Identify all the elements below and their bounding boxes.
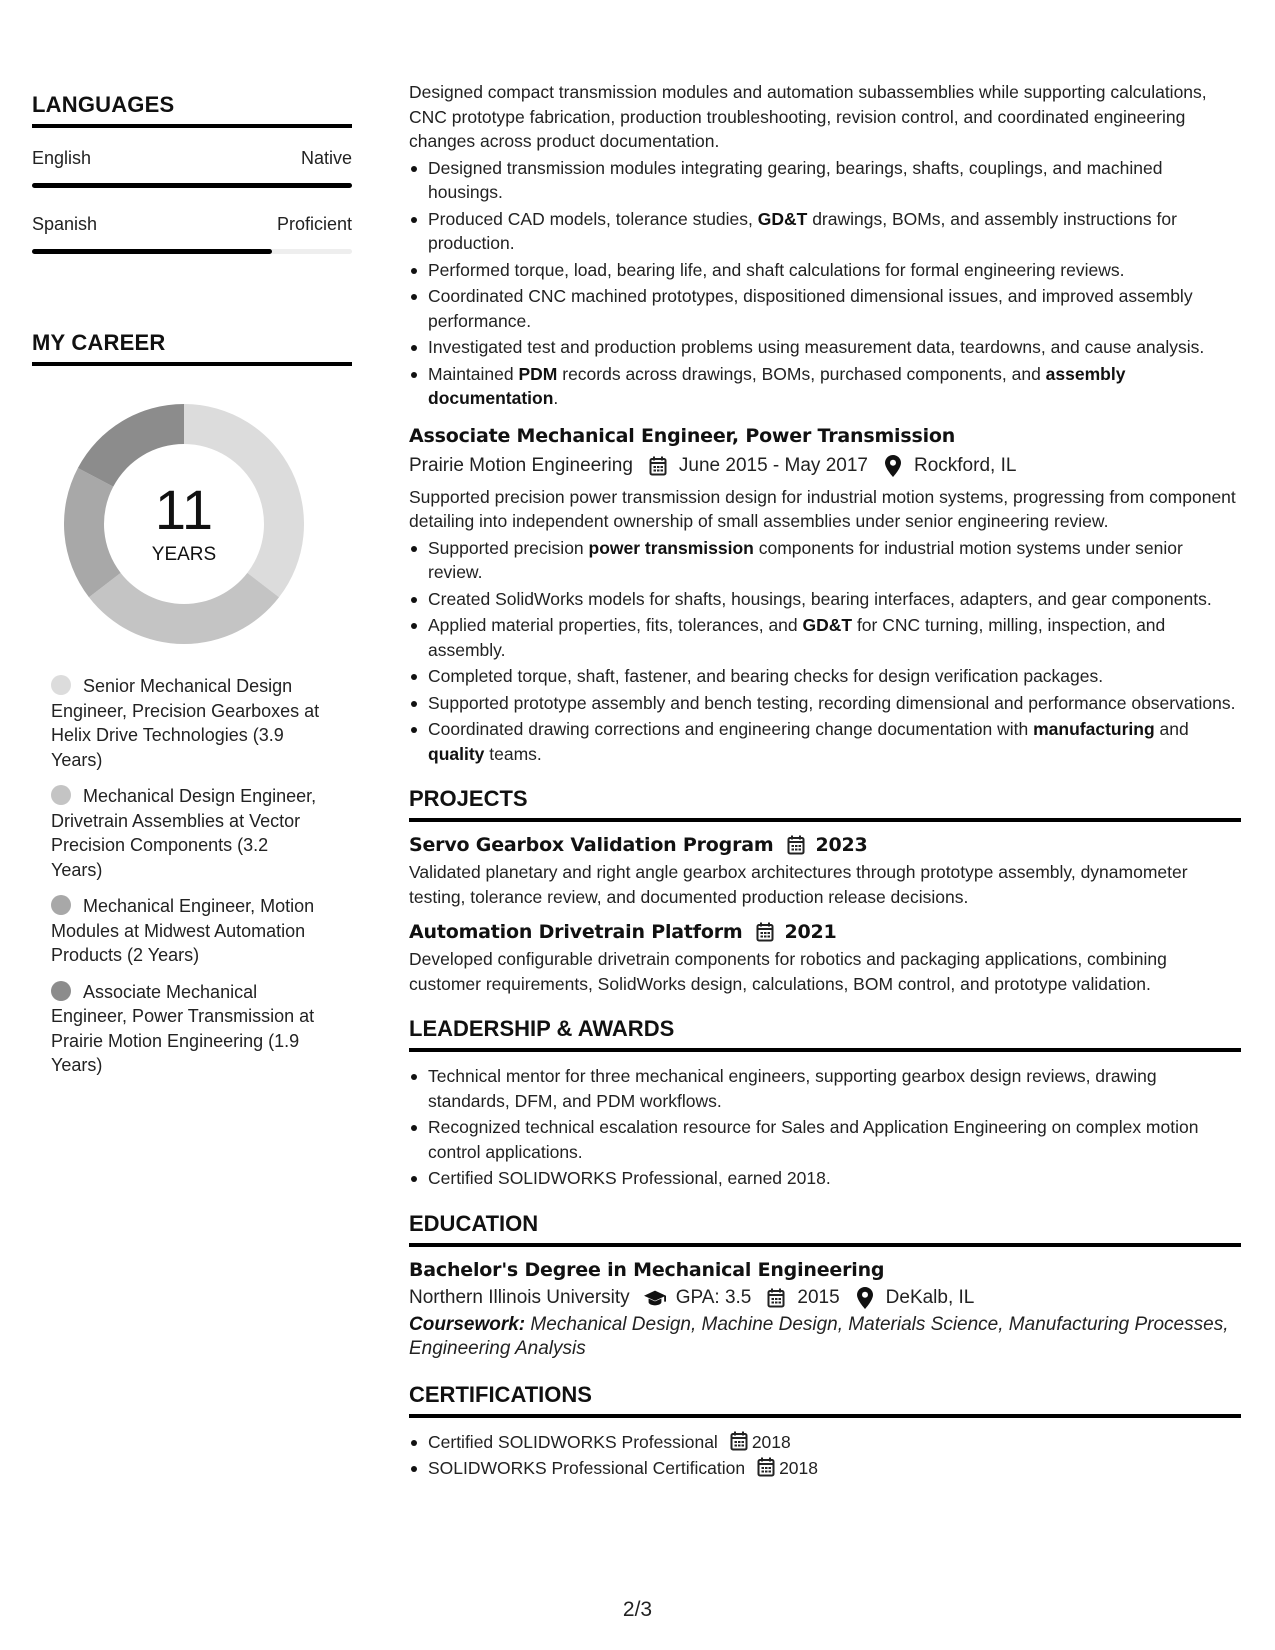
school-name: Northern Illinois University xyxy=(409,1286,630,1308)
education-year: 2015 xyxy=(797,1286,840,1308)
job-title: Associate Mechanical Engineer, Power Transmission xyxy=(409,424,956,447)
career-legend-item xyxy=(51,980,322,1078)
job-company: Prairie Motion Engineering xyxy=(409,454,633,476)
certification-year: 2018 xyxy=(751,1431,791,1452)
bullet-item: Completed torque, shaft, fastener, and bearing checks for design verification packages. xyxy=(409,664,1241,689)
project-year: 2021 xyxy=(784,921,837,943)
bullet-item: Supported precision power transmission components for industrial motion systems under senior review. xyxy=(409,536,1241,585)
previous-job-bullets xyxy=(409,156,1241,411)
donut-center xyxy=(64,404,304,644)
project-item xyxy=(409,921,1241,996)
bullet-item: Certified SOLIDWORKS Professional, earned 2018. xyxy=(409,1166,1241,1191)
leadership-list xyxy=(409,1064,1241,1191)
project-name: Automation Drivetrain Platform xyxy=(409,921,743,943)
job-dates: June 2015 - May 2017 xyxy=(678,454,868,476)
certification-name: SOLIDWORKS Professional Certification xyxy=(428,1458,746,1478)
previous-job-summary: Designed compact transmission modules and automation subassemblies while supporting calculations, CNC prototype fabrication, production troubleshooting, revision control, and coordinated engineering changes across product documentation. xyxy=(409,82,1207,151)
education-heading: EDUCATION xyxy=(409,1211,1241,1247)
calendar-icon xyxy=(765,1287,787,1309)
calendar-icon xyxy=(647,455,669,477)
legend-dot xyxy=(51,981,71,1001)
legend-label: Associate Mechanical Engineer, Power Transmission at Prairie Motion Engineering (1.9 Years) xyxy=(51,981,315,1075)
job-meta xyxy=(409,455,1241,477)
bold-text: GD&T xyxy=(802,615,853,635)
page-number: 2/3 xyxy=(622,1598,653,1621)
bullet-item: Performed torque, load, bearing life, and shaft calculations for formal engineering reviews. xyxy=(409,258,1241,283)
certification-year: 2018 xyxy=(779,1458,818,1478)
legend-dot xyxy=(51,785,71,805)
projects-heading: PROJECTS xyxy=(409,786,1241,822)
calendar-icon xyxy=(785,834,807,856)
career-heading: MY CAREER xyxy=(32,330,352,366)
job-location: Rockford, IL xyxy=(913,454,1017,476)
language-name: Spanish xyxy=(32,214,98,234)
bullet-item: Designed transmission modules integrating gearing, bearings, shafts, couplings, and machined housings. xyxy=(409,156,1241,205)
career-legend-item xyxy=(51,674,322,772)
job-bullets xyxy=(409,536,1241,767)
language-item xyxy=(32,148,352,188)
language-bar-fill xyxy=(32,183,352,188)
bold-text: GD&T xyxy=(757,208,808,229)
career-legend-item xyxy=(51,784,322,882)
legend-label: Mechanical Engineer, Motion Modules at Midwest Automation Products (2 Years) xyxy=(51,896,315,965)
language-bar xyxy=(32,183,352,188)
project-description: Developed configurable drivetrain components for robotics and packaging applications, combining customer requirements, SolidWorks design, calculations, BOM control, and prototype validation. xyxy=(409,949,1167,994)
language-bar-fill xyxy=(32,249,272,254)
bold-text: manufacturing xyxy=(1033,719,1155,739)
project-year: 2023 xyxy=(815,834,868,856)
career-legend xyxy=(32,674,322,1078)
bold-text: power transmission xyxy=(588,537,754,558)
language-level: Native xyxy=(300,148,352,168)
language-bar xyxy=(32,249,352,254)
certification-name: Certified SOLIDWORKS Professional xyxy=(428,1431,718,1452)
language-name: English xyxy=(32,148,92,168)
certifications-list xyxy=(409,1430,1241,1481)
bullet-item: Maintained PDM records across drawings, BOMs, purchased components, and assembly documentation. xyxy=(409,362,1241,411)
languages-heading: LANGUAGES xyxy=(32,92,352,128)
legend-dot xyxy=(51,675,71,695)
language-level: Proficient xyxy=(276,214,352,234)
bullet-item: Applied material properties, fits, tolerances, and GD&T for CNC turning, milling, inspection, and assembly. xyxy=(409,613,1241,662)
bullet-item: Created SolidWorks models for shafts, housings, bearing interfaces, adapters, and gear components. xyxy=(409,587,1241,612)
career-donut-chart xyxy=(64,404,304,644)
language-item xyxy=(32,214,352,254)
legend-label: Senior Mechanical Design Engineer, Precision Gearboxes at Helix Drive Technologies (3.9 Years) xyxy=(51,676,320,770)
career-years-unit: YEARS xyxy=(151,544,217,565)
bullet-item: Recognized technical escalation resource for Sales and Application Engineering on complex motion control applications. xyxy=(409,1115,1241,1164)
project-item xyxy=(409,834,1241,909)
coursework-label: Coursework: xyxy=(409,1313,526,1335)
legend-dot xyxy=(51,895,71,915)
sidebar xyxy=(32,92,352,1090)
calendar-icon xyxy=(730,1431,748,1449)
calendar-icon xyxy=(757,1457,775,1475)
location-pin-icon xyxy=(882,455,904,477)
career-legend-item xyxy=(51,894,322,968)
bullet-item: Coordinated drawing corrections and engineering change documentation with manufacturing and quality teams. xyxy=(409,717,1241,766)
education-location: DeKalb, IL xyxy=(885,1286,975,1308)
certification-item xyxy=(409,1456,1241,1481)
bullet-item: Technical mentor for three mechanical engineers, supporting gearbox design reviews, drawing standards, DFM, and PDM workflows. xyxy=(409,1064,1241,1113)
bold-text: assembly documentation xyxy=(428,363,1126,408)
legend-label: Mechanical Design Engineer, Drivetrain Assemblies at Vector Precision Components (3.2 Years) xyxy=(51,786,317,880)
bold-text: PDM xyxy=(518,363,558,384)
location-pin-icon xyxy=(854,1287,876,1309)
job-summary: Supported precision power transmission design for industrial motion systems, progressing from component detailing into independent ownership of small assemblies under senior engineering review. xyxy=(409,486,1236,531)
project-name: Servo Gearbox Validation Program xyxy=(409,834,774,856)
certifications-heading: CERTIFICATIONS xyxy=(409,1382,1241,1418)
bullet-item: Coordinated CNC machined prototypes, dispositioned dimensional issues, and improved assembly performance. xyxy=(409,284,1241,333)
coursework-list: Mechanical Design, Machine Design, Materials Science, Manufacturing Processes, Engineering Analysis xyxy=(409,1313,1229,1359)
coursework xyxy=(409,1313,1241,1362)
graduation-cap-icon xyxy=(644,1287,666,1309)
bullet-item: Investigated test and production problems using measurement data, teardowns, and cause analysis. xyxy=(409,335,1241,360)
bullet-item: Produced CAD models, tolerance studies, GD&T drawings, BOMs, and assembly instructions for production. xyxy=(409,207,1241,256)
certification-item xyxy=(409,1430,1241,1455)
leadership-heading: LEADERSHIP & AWARDS xyxy=(409,1016,1241,1052)
bullet-item: Supported prototype assembly and bench testing, recording dimensional and performance observations. xyxy=(409,691,1241,716)
degree-title: Bachelor's Degree in Mechanical Engineering xyxy=(409,1258,885,1281)
main-content xyxy=(409,80,1241,1483)
education-meta xyxy=(409,1287,1241,1309)
bold-text: quality xyxy=(428,743,485,764)
education-gpa: GPA: 3.5 xyxy=(675,1286,752,1308)
project-description: Validated planetary and right angle gearbox architectures through prototype assembly, dynamometer testing, tolerance review, and documented production release decisions. xyxy=(409,862,1188,907)
career-total-years: 11 xyxy=(154,478,214,541)
calendar-icon xyxy=(754,921,776,943)
